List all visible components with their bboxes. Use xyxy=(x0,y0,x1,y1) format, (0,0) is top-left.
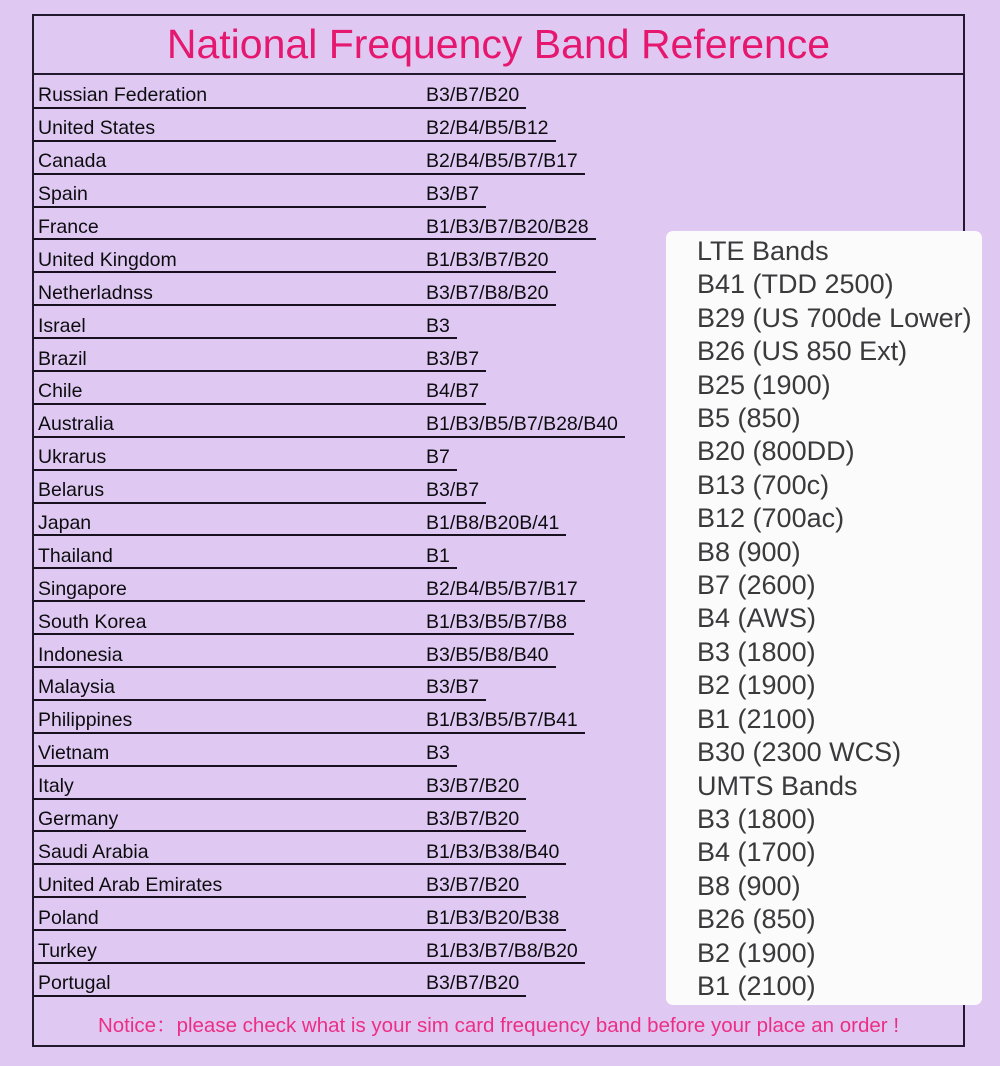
country-name: Singapore xyxy=(38,577,127,600)
umts-band-item: B4 (1700) xyxy=(697,837,816,868)
band-list: B1 xyxy=(426,544,450,567)
lte-band-item: B13 (700c) xyxy=(697,469,830,500)
table-row-line xyxy=(34,184,486,207)
band-list: B3 xyxy=(426,742,450,765)
lte-band-item: B25 (1900) xyxy=(697,369,831,400)
country-name: Saudi Arabia xyxy=(38,840,149,863)
lte-band-item: B8 (900) xyxy=(697,536,801,567)
lte-band-item: B1 (2100) xyxy=(697,703,816,734)
country-name: Japan xyxy=(38,512,92,534)
country-name: Netherladnss xyxy=(38,281,153,304)
table-row-line xyxy=(34,250,556,273)
table-row xyxy=(34,142,963,175)
table-row-line xyxy=(34,645,556,668)
table-row-line xyxy=(34,743,457,766)
band-list: B2/B4/B5/B7/B17 xyxy=(426,577,578,600)
umts-bands-list xyxy=(697,803,982,1003)
table-row xyxy=(34,76,963,109)
umts-band-item: B3 (1800) xyxy=(697,803,816,834)
table-row-line xyxy=(34,579,585,602)
band-list: B3/B7/B20 xyxy=(426,808,520,831)
lte-band-item: B20 (800DD) xyxy=(697,436,855,467)
umts-bands-header: UMTS Bands xyxy=(697,770,858,801)
band-list: B1/B3/B5/B7/B41 xyxy=(426,709,578,732)
country-name: France xyxy=(38,215,99,238)
country-name: United Arab Emirates xyxy=(38,873,223,896)
band-list: B1/B3/B7/B8/B20 xyxy=(426,939,578,962)
table-row-line xyxy=(34,546,457,569)
band-list: B2/B4/B5/B12 xyxy=(426,117,549,140)
band-list: B1/B3/B7/B20/B28 xyxy=(426,215,589,238)
band-list: B1/B3/B5/B7/B28/B40 xyxy=(426,413,618,436)
umts-band-item: B1 (2100) xyxy=(697,970,816,1001)
table-row-line xyxy=(34,677,486,700)
notice-text: Notice：please check what is your sim card frequency band before your place an order ! xyxy=(97,1014,900,1037)
country-name: Canada xyxy=(38,150,107,173)
band-list: B1/B3/B38/B40 xyxy=(426,840,560,863)
table-row-line xyxy=(34,908,566,931)
lte-band-item: B7 (2600) xyxy=(697,570,816,601)
table-row-line xyxy=(34,151,585,174)
table-row xyxy=(34,175,963,208)
table-row-line xyxy=(34,875,526,898)
band-list: B3/B7/B8/B20 xyxy=(426,281,549,304)
country-name: Russian Federation xyxy=(38,84,208,107)
band-list: B7 xyxy=(426,446,450,469)
country-name: Belarus xyxy=(38,479,105,502)
table-row-line xyxy=(34,513,566,536)
lte-band-item: B5 (850) xyxy=(697,403,801,434)
band-list: B4/B7 xyxy=(426,380,480,403)
lte-band-item: B26 (US 850 Ext) xyxy=(697,336,908,367)
lte-band-item: B4 (AWS) xyxy=(697,603,817,634)
band-list: B1/B3/B7/B20 xyxy=(426,248,549,271)
table-row-line xyxy=(34,414,625,437)
table-row-line xyxy=(34,842,566,865)
country-name: Poland xyxy=(38,906,99,929)
table-row-line xyxy=(34,118,556,141)
country-name: Thailand xyxy=(38,544,113,567)
table-row-line xyxy=(34,776,526,799)
table-row-line xyxy=(34,480,486,503)
band-list: B3 xyxy=(426,314,450,337)
country-name: Vietnam xyxy=(38,742,110,765)
table-row-line xyxy=(34,381,486,404)
country-name: Malaysia xyxy=(38,676,115,699)
band-list: B1/B3/B5/B7/B8 xyxy=(426,610,567,633)
lte-band-item: B30 (2300 WCS) xyxy=(697,737,902,768)
lte-band-item: B12 (700ac) xyxy=(697,503,845,534)
lte-band-item: B29 (US 700de Lower) xyxy=(697,302,972,333)
band-list: B3/B7 xyxy=(426,183,480,206)
table-row-line xyxy=(34,941,585,964)
band-list: B3/B7/B20 xyxy=(426,775,520,798)
lte-bands-header: LTE Bands xyxy=(697,236,829,266)
table-row-line xyxy=(34,612,574,635)
country-name: Portugal xyxy=(38,972,111,995)
table-row-line xyxy=(34,283,556,306)
lte-band-item: B2 (1900) xyxy=(697,670,816,701)
umts-band-item: B2 (1900) xyxy=(697,937,816,968)
umts-band-item: B26 (850) xyxy=(697,904,816,935)
country-name: Chile xyxy=(38,380,83,403)
country-name: United Kingdom xyxy=(38,248,177,271)
table-row-line xyxy=(34,447,457,470)
country-name: Philippines xyxy=(38,709,133,732)
lte-band-item: B3 (1800) xyxy=(697,636,816,667)
country-name: Germany xyxy=(38,808,119,831)
band-list: B3/B7 xyxy=(426,676,480,699)
table-row-line xyxy=(34,710,585,733)
country-name: Brazil xyxy=(38,347,87,370)
country-name: Italy xyxy=(38,775,74,798)
table-row-line xyxy=(34,973,526,996)
band-list: B3/B7 xyxy=(426,479,480,502)
country-name: Israel xyxy=(38,314,86,337)
page-title: National Frequency Band Reference xyxy=(166,21,831,67)
umts-band-item: B8 (900) xyxy=(697,870,801,901)
country-name: Ukrarus xyxy=(38,446,107,469)
band-list: B3/B7/B20 xyxy=(426,873,520,896)
band-list: B1/B3/B20/B38 xyxy=(426,906,560,929)
band-list: B3/B5/B8/B40 xyxy=(426,643,549,666)
band-list: B1/B8/B20B/41 xyxy=(426,512,560,534)
table-row-line xyxy=(34,316,457,339)
country-name: South Korea xyxy=(38,610,147,633)
table-row-line xyxy=(34,349,486,372)
country-name: Indonesia xyxy=(38,643,123,666)
bands-overlay-panel xyxy=(666,231,982,1005)
table-row xyxy=(34,109,963,142)
title-bar xyxy=(34,16,963,75)
country-name: Spain xyxy=(38,183,88,206)
country-name: Australia xyxy=(38,413,114,436)
lte-bands-list xyxy=(697,268,982,769)
lte-band-item: B41 (TDD 2500) xyxy=(697,269,894,300)
band-list: B2/B4/B5/B7/B17 xyxy=(426,150,578,173)
table-row-line xyxy=(34,217,596,240)
country-name: United States xyxy=(38,117,156,140)
band-list: B3/B7/B20 xyxy=(426,972,520,995)
table-row-line xyxy=(34,809,526,832)
country-name: Turkey xyxy=(38,939,97,962)
band-list: B3/B7/B20 xyxy=(426,84,520,107)
band-list: B3/B7 xyxy=(426,347,480,370)
table-row-line xyxy=(34,85,526,108)
